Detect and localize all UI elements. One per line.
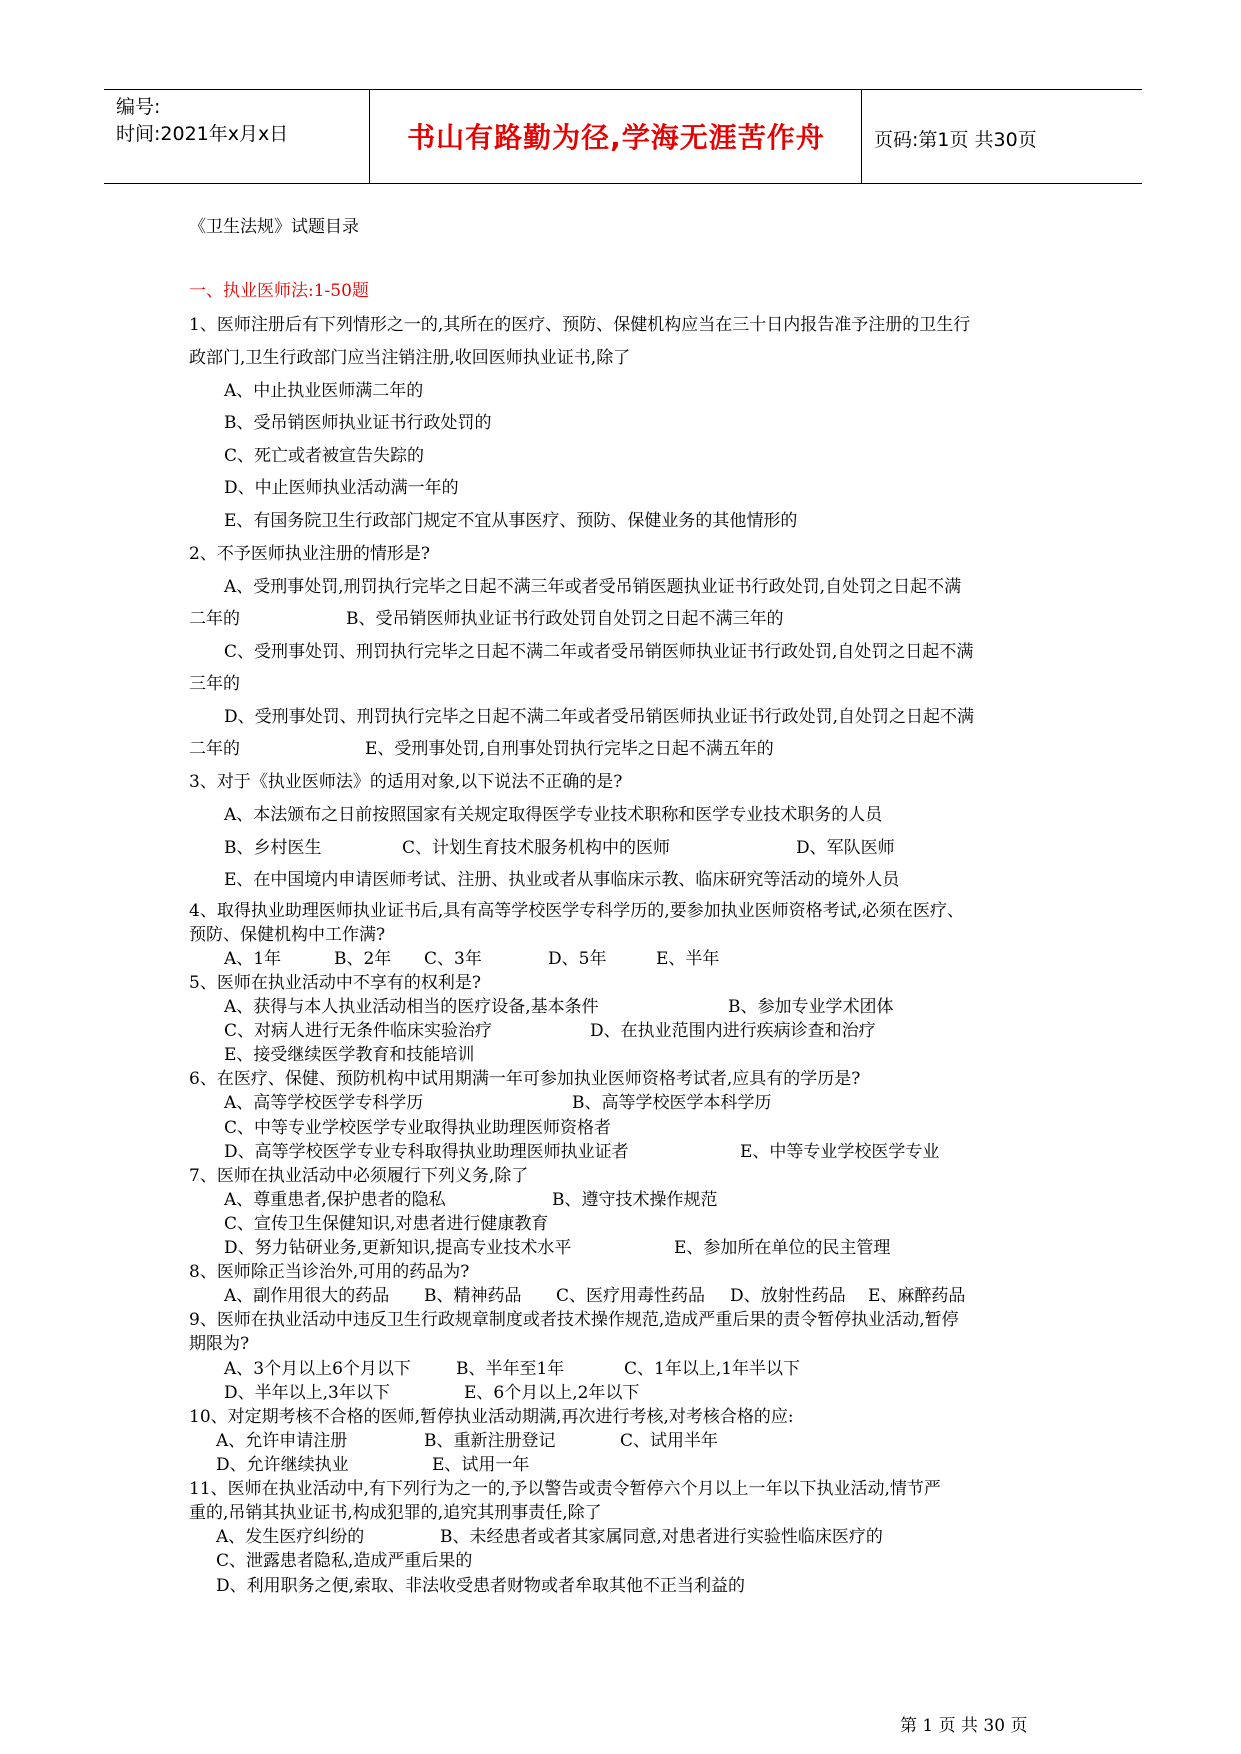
header-divider bbox=[861, 90, 862, 183]
answer-option: A、中止执业医师满二年的 bbox=[224, 381, 424, 401]
answer-option: D、中止医师执业活动满一年的 bbox=[224, 478, 459, 498]
answer-option: C、泄露患者隐私,造成严重后果的 bbox=[216, 1551, 473, 1571]
answer-option: B、受吊销医师执业证书行政处罚的 bbox=[224, 413, 492, 433]
answer-option: C、1年以上,1年半以下 bbox=[624, 1359, 801, 1379]
answer-option: A、受刑事处罚,刑罚执行完毕之日起不满三年或者受吊销医题执业证书行政处罚,自处罚之日起不满 bbox=[224, 577, 962, 597]
answer-option: E、半年 bbox=[656, 949, 720, 969]
answer-option: B、重新注册登记 bbox=[424, 1431, 556, 1451]
answer-option: C、宣传卫生保健知识,对患者进行健康教育 bbox=[224, 1214, 549, 1234]
answer-option: D、5年 bbox=[548, 949, 607, 969]
answer-option: E、6个月以上,2年以下 bbox=[464, 1383, 640, 1403]
answer-option: A、1年 bbox=[224, 949, 282, 969]
question-stem: 1、医师注册后有下列情形之一的,其所在的医疗、预防、保健机构应当在三十日内报告准予注册的卫生行 bbox=[189, 315, 971, 335]
question-stem: 2、不予医师执业注册的情形是? bbox=[189, 544, 430, 564]
question-stem: 预防、保健机构中工作满? bbox=[189, 925, 386, 945]
answer-option: B、乡村医生 bbox=[224, 838, 322, 858]
question-stem: 3、对于《执业医师法》的适用对象,以下说法不正确的是? bbox=[189, 772, 623, 792]
question-stem: 9、医师在执业活动中违反卫生行政规章制度或者技术操作规范,造成严重后果的责令暂停执业活动,暂停 bbox=[189, 1310, 959, 1330]
answer-option: E、参加所在单位的民主管理 bbox=[674, 1238, 891, 1258]
answer-option: B、精神药品 bbox=[424, 1286, 522, 1306]
answer-option: B、高等学校医学本科学历 bbox=[572, 1093, 772, 1113]
answer-option: D、努力钻研业务,更新知识,提高专业技术水平 bbox=[224, 1238, 572, 1258]
question-stem: 政部门,卫生行政部门应当注销注册,收回医师执业证书,除了 bbox=[189, 348, 631, 368]
header-page-label: 页码:第1页 共30页 bbox=[874, 129, 1037, 151]
answer-option: 二年的 bbox=[189, 739, 240, 759]
question-stem: 5、医师在执业活动中不享有的权利是? bbox=[189, 973, 481, 993]
answer-option: D、利用职务之便,索取、非法收受患者财物或者牟取其他不正当利益的 bbox=[216, 1576, 746, 1596]
answer-option: C、计划生育技术服务机构中的医师 bbox=[402, 838, 671, 858]
answer-option: E、有国务院卫生行政部门规定不宜从事医疗、预防、保健业务的其他情形的 bbox=[224, 511, 798, 531]
answer-option: A、发生医疗纠纷的 bbox=[216, 1527, 365, 1547]
answer-option: C、对病人进行无条件临床实验治疗 bbox=[224, 1021, 493, 1041]
answer-option: D、允许继续执业 bbox=[216, 1455, 349, 1475]
answer-option: C、死亡或者被宣告失踪的 bbox=[224, 446, 425, 466]
header-divider bbox=[369, 90, 370, 183]
answer-option: 三年的 bbox=[189, 674, 240, 694]
time-label: 时间:2021年x月x日 bbox=[116, 123, 289, 145]
header-left-cell bbox=[116, 94, 288, 148]
answer-option: D、在执业范围内进行疾病诊查和治疗 bbox=[590, 1021, 876, 1041]
answer-option: C、试用半年 bbox=[620, 1431, 719, 1451]
answer-option: C、医疗用毒性药品 bbox=[556, 1286, 706, 1306]
answer-option: E、接受继续医学教育和技能培训 bbox=[224, 1045, 475, 1065]
answer-option: D、半年以上,3年以下 bbox=[224, 1383, 390, 1403]
answer-option: E、试用一年 bbox=[432, 1455, 530, 1475]
answer-option: A、副作用很大的药品 bbox=[224, 1286, 390, 1306]
answer-option: D、受刑事处罚、刑罚执行完毕之日起不满二年或者受吊销医师执业证书行政处罚,自处罚之日起不满 bbox=[224, 707, 975, 727]
question-stem: 重的,吊销其执业证书,构成犯罪的,追究其刑事责任,除了 bbox=[189, 1503, 602, 1523]
answer-option: B、2年 bbox=[334, 949, 392, 969]
answer-option: C、受刑事处罚、刑罚执行完毕之日起不满二年或者受吊销医师执业证书行政处罚,自处罚之日起不满 bbox=[224, 642, 974, 662]
answer-option: C、3年 bbox=[424, 949, 482, 969]
question-stem: 期限为? bbox=[189, 1334, 250, 1354]
answer-option: A、获得与本人执业活动相当的医疗设备,基本条件 bbox=[224, 997, 599, 1017]
header-table bbox=[104, 89, 1142, 184]
section-heading: 一、执业医师法:1-50题 bbox=[189, 281, 369, 301]
question-stem: 11、医师在执业活动中,有下列行为之一的,予以警告或责令暂停六个月以上一年以下执业活动,情节严 bbox=[189, 1479, 941, 1499]
question-stem: 8、医师除正当诊治外,可用的药品为? bbox=[189, 1262, 470, 1282]
answer-option: A、3个月以上6个月以下 bbox=[224, 1359, 411, 1379]
answer-option: D、高等学校医学专业专科取得执业助理医师执业证者 bbox=[224, 1142, 629, 1162]
answer-option: E、麻醉药品 bbox=[868, 1286, 966, 1306]
answer-option: C、中等专业学校医学专业取得执业助理医师资格者 bbox=[224, 1118, 612, 1138]
answer-option: B、受吊销医师执业证书行政处罚自处罚之日起不满三年的 bbox=[346, 609, 784, 629]
question-stem: 7、医师在执业活动中必须履行下列义务,除了 bbox=[189, 1166, 529, 1186]
answer-option: E、中等专业学校医学专业 bbox=[740, 1142, 940, 1162]
answer-option: D、军队医师 bbox=[796, 838, 895, 858]
document-title: 《卫生法规》试题目录 bbox=[189, 217, 359, 237]
answer-option: A、允许申请注册 bbox=[216, 1431, 348, 1451]
answer-option: B、遵守技术操作规范 bbox=[552, 1190, 718, 1210]
answer-option: B、半年至1年 bbox=[456, 1359, 565, 1379]
answer-option: A、本法颁布之日前按照国家有关规定取得医学专业技术职称和医学专业技术职务的人员 bbox=[224, 805, 883, 825]
page-footer: 第 1 页 共 30 页 bbox=[900, 1716, 1028, 1736]
answer-option: B、未经患者或者其家属同意,对患者进行实验性临床医疗的 bbox=[440, 1527, 883, 1547]
answer-option: A、高等学校医学专科学历 bbox=[224, 1093, 424, 1113]
header-motto: 书山有路勤为径,学海无涯苦作舟 bbox=[407, 121, 825, 154]
answer-option: 二年的 bbox=[189, 609, 240, 629]
answer-option: E、在中国境内申请医师考试、注册、执业或者从事临床示教、临床研究等活动的境外人员 bbox=[224, 870, 900, 890]
answer-option: E、受刑事处罚,自刑事处罚执行完毕之日起不满五年的 bbox=[365, 739, 774, 759]
answer-option: A、尊重患者,保护患者的隐私 bbox=[224, 1190, 446, 1210]
question-stem: 10、对定期考核不合格的医师,暂停执业活动期满,再次进行考核,对考核合格的应: bbox=[189, 1407, 794, 1427]
answer-option: B、参加专业学术团体 bbox=[728, 997, 894, 1017]
number-label: 编号: bbox=[116, 96, 161, 118]
answer-option: D、放射性药品 bbox=[730, 1286, 846, 1306]
question-stem: 6、在医疗、保健、预防机构中试用期满一年可参加执业医师资格考试者,应具有的学历是? bbox=[189, 1069, 861, 1089]
question-stem: 4、取得执业助理医师执业证书后,具有高等学校医学专科学历的,要参加执业医师资格考试,必须在医疗、 bbox=[189, 901, 965, 921]
